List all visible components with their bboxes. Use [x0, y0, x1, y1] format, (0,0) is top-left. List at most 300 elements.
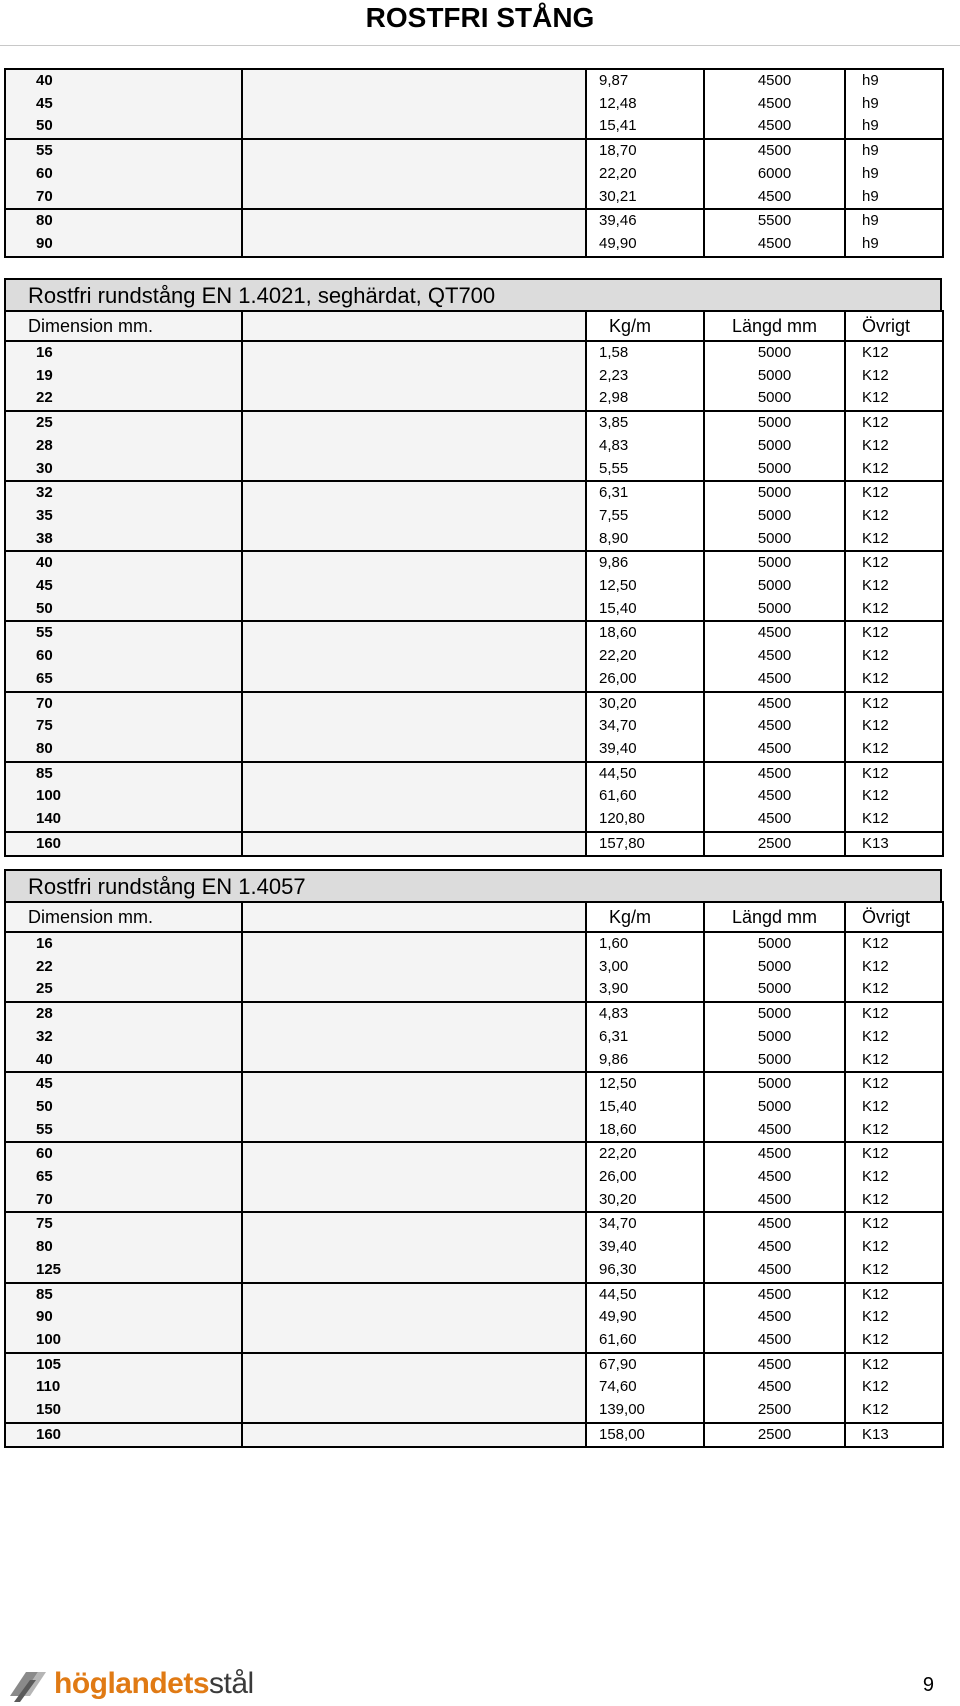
length-cell: 4500	[704, 692, 845, 716]
length-cell: 4500	[704, 738, 845, 762]
table-row	[5, 1096, 943, 1119]
weight-cell: 12,50	[586, 1072, 704, 1096]
length-cell: 4500	[704, 645, 845, 668]
other-cell: K12	[845, 1259, 943, 1283]
weight-cell: 22,20	[586, 645, 704, 668]
weight-cell: 1,60	[586, 932, 704, 956]
table-row	[5, 458, 943, 482]
table-row	[5, 785, 943, 808]
weight-cell: 5,55	[586, 458, 704, 482]
dimension-cell: 85	[5, 1283, 242, 1307]
other-cell: h9	[845, 163, 943, 186]
blank-cell	[242, 1423, 586, 1448]
blank-cell	[242, 233, 586, 257]
blank-cell	[242, 481, 586, 505]
dimension-cell: 100	[5, 785, 242, 808]
blank-cell	[242, 1072, 586, 1096]
other-cell: h9	[845, 233, 943, 257]
blank-cell	[242, 1376, 586, 1399]
weight-cell: 18,60	[586, 621, 704, 645]
other-cell: K12	[845, 481, 943, 505]
table-row	[5, 1423, 943, 1448]
blank-cell	[242, 551, 586, 575]
length-cell: 4500	[704, 93, 845, 116]
weight-cell: 1,58	[586, 341, 704, 365]
blank-cell	[242, 1002, 586, 1026]
table-row	[5, 832, 943, 857]
weight-cell: 2,23	[586, 365, 704, 388]
table-block-dimensions-h9	[4, 68, 942, 258]
page-title: ROSTFRI STÅNG	[365, 2, 595, 33]
length-cell: 4500	[704, 1236, 845, 1259]
table-row	[5, 738, 943, 762]
dimension-cell: 28	[5, 435, 242, 458]
length-cell: 4500	[704, 69, 845, 93]
blank-cell	[242, 785, 586, 808]
blank-cell	[242, 575, 586, 598]
length-cell: 5500	[704, 209, 845, 233]
other-cell: K12	[845, 1353, 943, 1377]
table-row	[5, 762, 943, 786]
table-row	[5, 1259, 943, 1283]
table-row	[5, 1329, 943, 1353]
other-cell: K12	[845, 932, 943, 956]
length-cell: 4500	[704, 186, 845, 210]
weight-cell: 158,00	[586, 1423, 704, 1448]
weight-cell: 120,80	[586, 808, 704, 832]
page-number: 9	[922, 1674, 934, 1696]
blank-cell	[242, 621, 586, 645]
blank-cell	[242, 115, 586, 139]
blank-cell	[242, 186, 586, 210]
table-row	[5, 1399, 943, 1423]
weight-cell: 39,40	[586, 1236, 704, 1259]
blank-cell	[242, 365, 586, 388]
length-cell: 4500	[704, 1212, 845, 1236]
dimension-cell: 50	[5, 1096, 242, 1119]
weight-cell: 39,46	[586, 209, 704, 233]
blank-cell	[242, 978, 586, 1002]
length-cell: 5000	[704, 551, 845, 575]
blank-cell	[242, 645, 586, 668]
length-cell: 4500	[704, 668, 845, 692]
blank-cell	[242, 832, 586, 857]
other-cell: K12	[845, 598, 943, 622]
other-cell: K12	[845, 341, 943, 365]
weight-cell: 7,55	[586, 505, 704, 528]
other-cell: K12	[845, 1306, 943, 1329]
dimension-cell: 75	[5, 1212, 242, 1236]
other-cell: K12	[845, 1049, 943, 1073]
dimension-cell: 80	[5, 209, 242, 233]
other-cell: K12	[845, 738, 943, 762]
dimension-cell: 35	[5, 505, 242, 528]
table-row	[5, 1236, 943, 1259]
blank-cell	[242, 69, 586, 93]
other-cell: K12	[845, 1002, 943, 1026]
blank-cell	[242, 435, 586, 458]
table-row	[5, 387, 943, 411]
blank-cell	[242, 505, 586, 528]
column-header-blank	[242, 311, 586, 341]
length-cell: 5000	[704, 411, 845, 435]
length-cell: 4500	[704, 1306, 845, 1329]
other-cell: K12	[845, 645, 943, 668]
table-row	[5, 715, 943, 738]
weight-cell: 2,98	[586, 387, 704, 411]
other-cell: K12	[845, 1166, 943, 1189]
dimension-cell: 25	[5, 978, 242, 1002]
length-cell: 5000	[704, 387, 845, 411]
dimension-cell: 30	[5, 458, 242, 482]
column-header: Övrigt	[845, 902, 943, 932]
dimension-cell: 40	[5, 551, 242, 575]
length-cell: 4500	[704, 1283, 845, 1307]
length-cell: 4500	[704, 621, 845, 645]
weight-cell: 18,70	[586, 139, 704, 163]
dimension-cell: 100	[5, 1329, 242, 1353]
weight-cell: 6,31	[586, 481, 704, 505]
section-title: Rostfri rundstång EN 1.4021, seghärdat, QT700	[4, 278, 942, 310]
weight-cell: 9,87	[586, 69, 704, 93]
dimension-cell: 110	[5, 1376, 242, 1399]
weight-cell: 22,20	[586, 1142, 704, 1166]
other-cell: K12	[845, 785, 943, 808]
other-cell: K12	[845, 1283, 943, 1307]
blank-cell	[242, 1236, 586, 1259]
table-row	[5, 93, 943, 116]
blank-cell	[242, 1399, 586, 1423]
weight-cell: 61,60	[586, 1329, 704, 1353]
table-row	[5, 1376, 943, 1399]
table-row	[5, 528, 943, 552]
other-cell: K12	[845, 387, 943, 411]
dimension-cell: 38	[5, 528, 242, 552]
table-row	[5, 956, 943, 979]
other-cell: K12	[845, 575, 943, 598]
title-divider	[0, 45, 960, 46]
other-cell: K12	[845, 621, 943, 645]
blank-cell	[242, 1329, 586, 1353]
blank-cell	[242, 932, 586, 956]
blank-cell	[242, 458, 586, 482]
blank-cell	[242, 1189, 586, 1213]
weight-cell: 15,41	[586, 115, 704, 139]
weight-cell: 22,20	[586, 163, 704, 186]
blank-cell	[242, 808, 586, 832]
other-cell: K12	[845, 1236, 943, 1259]
length-cell: 4500	[704, 1353, 845, 1377]
dimension-cell: 19	[5, 365, 242, 388]
blank-cell	[242, 1049, 586, 1073]
length-cell: 4500	[704, 785, 845, 808]
table-row	[5, 668, 943, 692]
steel-beam-logo-icon	[8, 1666, 48, 1704]
blank-cell	[242, 209, 586, 233]
other-cell: K12	[845, 528, 943, 552]
other-cell: K12	[845, 1329, 943, 1353]
table-row	[5, 411, 943, 435]
blank-cell	[242, 738, 586, 762]
dimension-cell: 80	[5, 1236, 242, 1259]
length-cell: 4500	[704, 115, 845, 139]
table-row	[5, 115, 943, 139]
other-cell: K12	[845, 762, 943, 786]
other-cell: K12	[845, 956, 943, 979]
dimension-cell: 70	[5, 692, 242, 716]
dimension-cell: 32	[5, 481, 242, 505]
length-cell: 5000	[704, 341, 845, 365]
dimension-cell: 125	[5, 1259, 242, 1283]
blank-cell	[242, 387, 586, 411]
table-row	[5, 1072, 943, 1096]
dimension-cell: 80	[5, 738, 242, 762]
logo-wordmark: höglandets	[54, 1667, 210, 1700]
other-cell: K12	[845, 435, 943, 458]
blank-cell	[242, 1096, 586, 1119]
length-cell: 5000	[704, 598, 845, 622]
other-cell: K12	[845, 808, 943, 832]
other-cell: K13	[845, 1423, 943, 1448]
other-cell: K12	[845, 1189, 943, 1213]
table-row	[5, 1166, 943, 1189]
column-header: Längd mm	[704, 902, 845, 932]
other-cell: K12	[845, 1399, 943, 1423]
weight-cell: 49,90	[586, 1306, 704, 1329]
weight-cell: 4,83	[586, 435, 704, 458]
weight-cell: 3,00	[586, 956, 704, 979]
length-cell: 5000	[704, 1072, 845, 1096]
dimension-cell: 45	[5, 93, 242, 116]
table-row	[5, 186, 943, 210]
blank-cell	[242, 528, 586, 552]
length-cell: 2500	[704, 1423, 845, 1448]
length-cell: 5000	[704, 1049, 845, 1073]
blank-cell	[242, 668, 586, 692]
dimension-cell: 40	[5, 1049, 242, 1073]
other-cell: K12	[845, 668, 943, 692]
weight-cell: 8,90	[586, 528, 704, 552]
data-table	[4, 901, 944, 1448]
dimension-cell: 150	[5, 1399, 242, 1423]
blank-cell	[242, 1306, 586, 1329]
length-cell: 5000	[704, 575, 845, 598]
other-cell: K12	[845, 1119, 943, 1143]
other-cell: K12	[845, 505, 943, 528]
other-cell: K12	[845, 1072, 943, 1096]
dimension-cell: 45	[5, 1072, 242, 1096]
dimension-cell: 55	[5, 139, 242, 163]
length-cell: 4500	[704, 1119, 845, 1143]
weight-cell: 34,70	[586, 715, 704, 738]
table-row	[5, 1049, 943, 1073]
length-cell: 5000	[704, 505, 845, 528]
dimension-cell: 16	[5, 341, 242, 365]
dimension-cell: 50	[5, 115, 242, 139]
blank-cell	[242, 163, 586, 186]
table-row	[5, 1212, 943, 1236]
other-cell: K12	[845, 1026, 943, 1049]
length-cell: 6000	[704, 163, 845, 186]
weight-cell: 26,00	[586, 1166, 704, 1189]
dimension-cell: 25	[5, 411, 242, 435]
weight-cell: 44,50	[586, 1283, 704, 1307]
length-cell: 4500	[704, 1189, 845, 1213]
other-cell: K12	[845, 1376, 943, 1399]
dimension-cell: 160	[5, 1423, 242, 1448]
weight-cell: 61,60	[586, 785, 704, 808]
column-header: Dimension mm.	[5, 902, 242, 932]
logo-wordmark-suffix: stål	[209, 1667, 254, 1700]
table-row	[5, 1026, 943, 1049]
table-row	[5, 1142, 943, 1166]
length-cell: 4500	[704, 233, 845, 257]
table-row	[5, 1189, 943, 1213]
other-cell: K12	[845, 1096, 943, 1119]
length-cell: 5000	[704, 481, 845, 505]
length-cell: 4500	[704, 1259, 845, 1283]
table-row	[5, 233, 943, 257]
table-row	[5, 808, 943, 832]
blank-cell	[242, 1026, 586, 1049]
length-cell: 5000	[704, 435, 845, 458]
blank-cell	[242, 1353, 586, 1377]
dimension-cell: 22	[5, 387, 242, 411]
dimension-cell: 32	[5, 1026, 242, 1049]
length-cell: 5000	[704, 1002, 845, 1026]
length-cell: 4500	[704, 1166, 845, 1189]
dimension-cell: 50	[5, 598, 242, 622]
dimension-cell: 16	[5, 932, 242, 956]
table-row	[5, 139, 943, 163]
data-table	[4, 310, 944, 857]
table-row	[5, 575, 943, 598]
dimension-cell: 65	[5, 668, 242, 692]
blank-cell	[242, 411, 586, 435]
other-cell: h9	[845, 115, 943, 139]
weight-cell: 30,21	[586, 186, 704, 210]
other-cell: K12	[845, 458, 943, 482]
table-row	[5, 551, 943, 575]
table-block-en-1-4057	[4, 869, 942, 1448]
weight-cell: 15,40	[586, 598, 704, 622]
length-cell: 5000	[704, 528, 845, 552]
blank-cell	[242, 1259, 586, 1283]
weight-cell: 44,50	[586, 762, 704, 786]
weight-cell: 3,90	[586, 978, 704, 1002]
dimension-cell: 85	[5, 762, 242, 786]
blank-cell	[242, 956, 586, 979]
dimension-cell: 160	[5, 832, 242, 857]
other-cell: K12	[845, 1142, 943, 1166]
table-row	[5, 69, 943, 93]
table-row	[5, 209, 943, 233]
weight-cell: 4,83	[586, 1002, 704, 1026]
dimension-cell: 140	[5, 808, 242, 832]
other-cell: K12	[845, 692, 943, 716]
column-header: Kg/m	[586, 311, 704, 341]
dimension-cell: 90	[5, 1306, 242, 1329]
blank-cell	[242, 1166, 586, 1189]
blank-cell	[242, 139, 586, 163]
column-header: Kg/m	[586, 902, 704, 932]
length-cell: 5000	[704, 1026, 845, 1049]
length-cell: 5000	[704, 978, 845, 1002]
section-title: Rostfri rundstång EN 1.4057	[4, 869, 942, 901]
other-cell: K12	[845, 551, 943, 575]
table-row	[5, 1002, 943, 1026]
weight-cell: 3,85	[586, 411, 704, 435]
dimension-cell: 60	[5, 645, 242, 668]
table-header-row	[5, 311, 943, 341]
other-cell: K13	[845, 832, 943, 857]
weight-cell: 9,86	[586, 551, 704, 575]
length-cell: 5000	[704, 956, 845, 979]
length-cell: 5000	[704, 458, 845, 482]
weight-cell: 49,90	[586, 233, 704, 257]
dimension-cell: 55	[5, 1119, 242, 1143]
other-cell: K12	[845, 1212, 943, 1236]
table-row	[5, 505, 943, 528]
blank-cell	[242, 1212, 586, 1236]
dimension-cell: 45	[5, 575, 242, 598]
other-cell: K12	[845, 365, 943, 388]
blank-cell	[242, 341, 586, 365]
dimension-cell: 22	[5, 956, 242, 979]
dimension-cell: 70	[5, 186, 242, 210]
column-header: Övrigt	[845, 311, 943, 341]
length-cell: 4500	[704, 808, 845, 832]
length-cell: 4500	[704, 139, 845, 163]
blank-cell	[242, 1119, 586, 1143]
data-table	[4, 68, 944, 258]
length-cell: 4500	[704, 1142, 845, 1166]
blank-cell	[242, 93, 586, 116]
weight-cell: 30,20	[586, 692, 704, 716]
weight-cell: 139,00	[586, 1399, 704, 1423]
blank-cell	[242, 1283, 586, 1307]
table-row	[5, 1353, 943, 1377]
dimension-cell: 90	[5, 233, 242, 257]
blank-cell	[242, 692, 586, 716]
table-row	[5, 645, 943, 668]
weight-cell: 96,30	[586, 1259, 704, 1283]
blank-cell	[242, 762, 586, 786]
table-row	[5, 341, 943, 365]
dimension-cell: 40	[5, 69, 242, 93]
blank-cell	[242, 1142, 586, 1166]
other-cell: h9	[845, 69, 943, 93]
weight-cell: 12,50	[586, 575, 704, 598]
weight-cell: 39,40	[586, 738, 704, 762]
table-row	[5, 1306, 943, 1329]
length-cell: 4500	[704, 762, 845, 786]
other-cell: h9	[845, 139, 943, 163]
weight-cell: 6,31	[586, 1026, 704, 1049]
length-cell: 4500	[704, 1376, 845, 1399]
weight-cell: 9,86	[586, 1049, 704, 1073]
length-cell: 5000	[704, 932, 845, 956]
weight-cell: 18,60	[586, 1119, 704, 1143]
dimension-cell: 65	[5, 1166, 242, 1189]
table-row	[5, 621, 943, 645]
weight-cell: 34,70	[586, 1212, 704, 1236]
dimension-cell: 60	[5, 163, 242, 186]
weight-cell: 26,00	[586, 668, 704, 692]
weight-cell: 67,90	[586, 1353, 704, 1377]
blank-cell	[242, 715, 586, 738]
table-row	[5, 692, 943, 716]
